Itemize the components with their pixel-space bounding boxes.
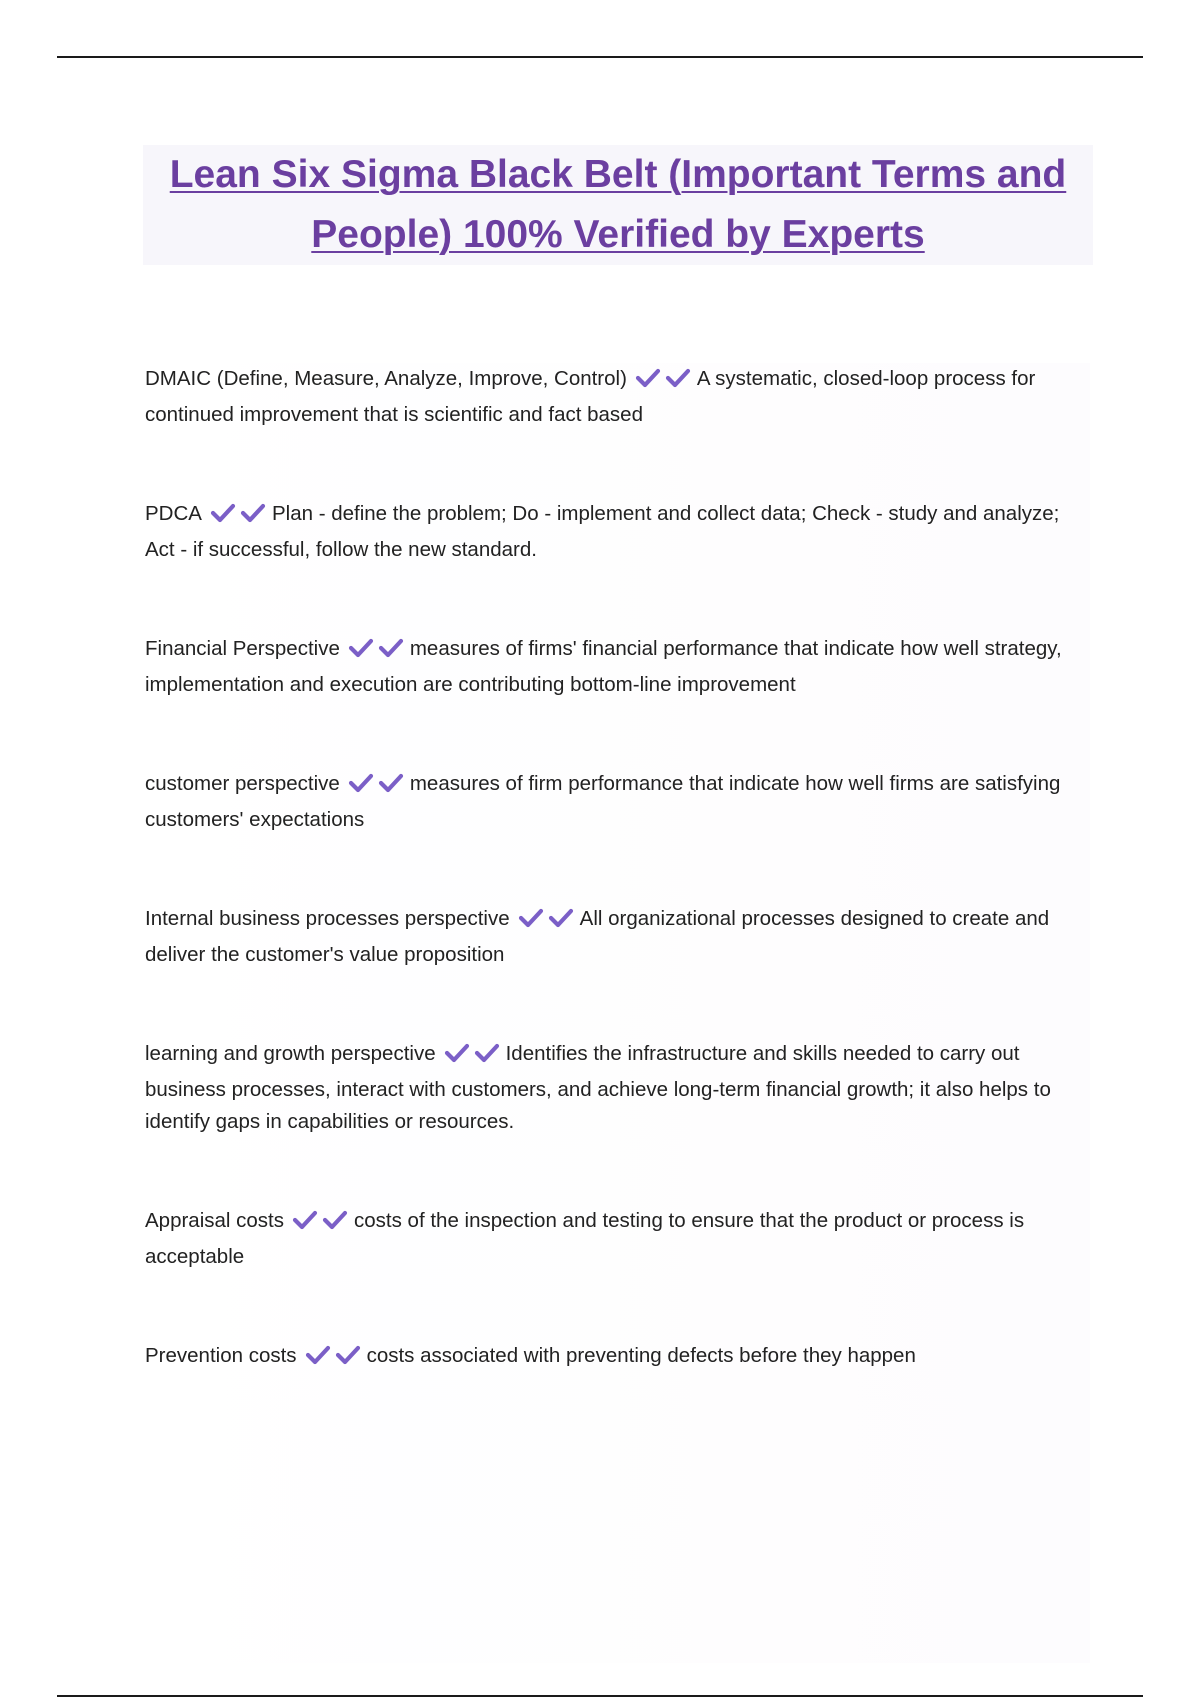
checkmark-icon (322, 1209, 348, 1231)
glossary-entry (145, 633, 1090, 701)
glossary-term: Prevention costs (145, 1344, 297, 1367)
glossary-term: customer perspective (145, 772, 340, 795)
glossary-entry (145, 1340, 1090, 1376)
glossary-term: learning and growth perspective (145, 1042, 436, 1065)
checkmark-icon (474, 1042, 500, 1064)
glossary-definition: Identifies the infrastructure and skills needed to carry out business processes, interact with customers, and achieve long-term financial growth; it also helps to identify gaps in capabilities or resources. (145, 1042, 1051, 1133)
checkmark-icon (292, 1209, 318, 1231)
glossary-definition: measures of firms' financial performance that indicate how well strategy, implementation and execution are contributing bottom-line improvement (145, 637, 1062, 696)
check-pair (518, 907, 578, 939)
check-pair (292, 1209, 352, 1241)
checkmark-icon (305, 1344, 331, 1366)
glossary-definition: All organizational processes designed to create and deliver the customer's value proposition (145, 907, 1050, 966)
checkmark-icon (378, 772, 404, 794)
glossary-entry (145, 1205, 1090, 1273)
checkmark-icon (665, 367, 691, 389)
checkmark-icon (335, 1344, 361, 1366)
glossary-term: Financial Perspective (145, 637, 340, 660)
glossary-definition: costs of the inspection and testing to ensure that the product or process is acceptable (145, 1209, 1025, 1268)
glossary-list (145, 363, 1090, 1663)
bottom-rule (57, 1695, 1143, 1697)
glossary-entry (145, 498, 1090, 566)
checkmark-icon (548, 907, 574, 929)
glossary-entry (145, 363, 1090, 431)
checkmark-icon (348, 772, 374, 794)
glossary-definition: Plan - define the problem; Do - implement and collect data; Check - study and analyze; Act - if successful, follow the new standard. (145, 502, 1060, 561)
top-rule (57, 56, 1143, 58)
glossary-entry (145, 1038, 1090, 1138)
check-pair (348, 772, 408, 804)
check-pair (210, 502, 270, 534)
glossary-term: PDCA (145, 502, 202, 525)
checkmark-icon (378, 637, 404, 659)
glossary-term: Appraisal costs (145, 1209, 285, 1232)
checkmark-icon (518, 907, 544, 929)
checkmark-icon (635, 367, 661, 389)
glossary-term: Internal business processes perspective (145, 907, 510, 930)
checkmark-icon (348, 637, 374, 659)
checkmark-icon (210, 502, 236, 524)
glossary-definition: costs associated with preventing defects before they happen (366, 1344, 916, 1367)
check-pair (348, 637, 408, 669)
glossary-definition: measures of firm performance that indicate how well firms are satisfying customers' expectations (145, 772, 1061, 831)
glossary-entry (145, 903, 1090, 971)
title-banner (143, 145, 1093, 265)
check-pair (444, 1042, 504, 1074)
check-pair (635, 367, 695, 399)
check-pair (305, 1344, 365, 1376)
glossary-entry (145, 768, 1090, 836)
checkmark-icon (444, 1042, 470, 1064)
checkmark-icon (240, 502, 266, 524)
glossary-term: DMAIC (Define, Measure, Analyze, Improve, Control) (145, 367, 627, 390)
document-title: Lean Six Sigma Black Belt (Important Terms and People) 100% Verified by Experts (169, 153, 1067, 256)
glossary-definition: A systematic, closed-loop process for continued improvement that is scientific and fact based (145, 367, 1036, 426)
